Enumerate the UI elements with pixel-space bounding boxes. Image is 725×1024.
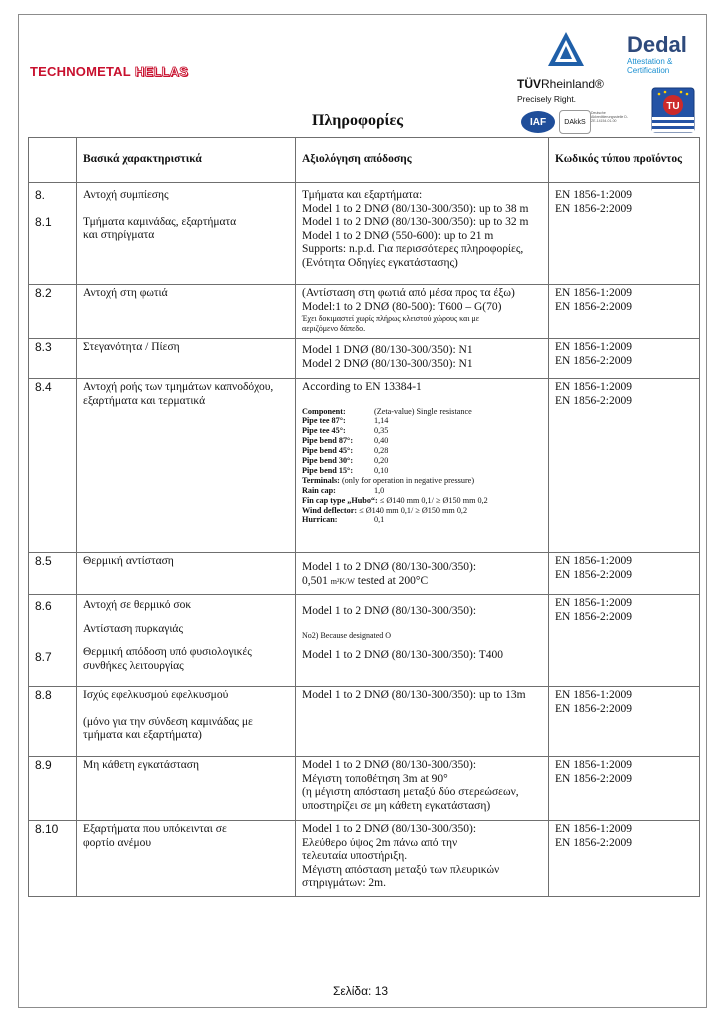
- characteristic-cell: Αντοχή στη φωτιά: [77, 285, 296, 339]
- table-row: [29, 285, 700, 339]
- table-row: [29, 553, 700, 595]
- characteristic-cell: Θερμική αντίσταση: [77, 553, 296, 595]
- dakks-logo: DAkkS: [559, 110, 591, 134]
- product-code-cell: EN 1856-1:2009 EN 1856-2:2009: [549, 595, 700, 687]
- tuv-triangle-logo: [546, 30, 586, 68]
- row-number: 8.5: [29, 553, 77, 595]
- page-title: Πληροφορίες: [312, 112, 404, 129]
- product-code-cell: EN 1856-1:2009 EN 1856-2:2009: [549, 553, 700, 595]
- performance-cell: (Αντίσταση στη φωτιά από μέσα προς τα έξω) Model:1 to 2 DNØ (80-500): T600 – G(70) Έχει δοκιμαστεί χωρίς πλήρως κλειστού χώρους και με αεριζόμενο δάπεδο.: [296, 285, 549, 339]
- table-header-row: [29, 138, 700, 183]
- table-row: [29, 183, 700, 285]
- table-row: [29, 379, 700, 553]
- tu-badge-logo: [651, 87, 695, 133]
- characteristic-cell: Αντοχή ροής των τμημάτων καπνοδόχου, εξαρτήματα και τερματικά: [77, 379, 296, 553]
- performance-cell: Model 1 to 2 DNØ (80/130-300/350): Μέγιστη τοποθέτηση 3m at 90° (η μέγιστη απόσταση μεταξύ δύο στερεώσεων, υποστηρίζει σε μη κάθετη εγκατάσταση): [296, 757, 549, 821]
- table-row: [29, 757, 700, 821]
- dakks-caption: Deutsche Akkreditierungsstelle D-ZE-14154-01-00: [591, 111, 628, 123]
- performance-table: [28, 137, 700, 897]
- header-product-code: Κωδικός τύπου προϊόντος: [549, 138, 700, 183]
- product-code-cell: EN 1856-1:2009 EN 1856-2:2009: [549, 821, 700, 897]
- header-characteristics: Βασικά χαρακτηριστικά: [77, 138, 296, 183]
- characteristic-cell: Ισχύς εφελκυσμού εφελκυσμού (μόνο για την σύνδεση καμινάδας με τμήματα και εξαρτήματα): [77, 687, 296, 757]
- performance-cell: According to EN 13384-1 Component: (Zeta-value) Single resistance Pipe tee 87°: 1,14 Pipe tee 45°: 0,35 Pipe bend 87°: 0,40 Pipe bend 45°: 0,28 Pipe bend 30°: 0,20 Pipe bend 15°: 0,10 Terminals: (only for operation in negative pressure) Rain cap: 1,0 Fin cap type „Hubo“: ≤ Ø140 mm 0,1/ ≥ Ø150 mm 0,2 Wind deflector: ≤ Ø140 mm 0,1/ ≥ Ø150 mm 0,2 Hurrican: 0,1: [296, 379, 549, 553]
- brand-technometal: TECHNOMETAL: [30, 64, 131, 79]
- table-row: [29, 687, 700, 757]
- characteristic-cell: Αντοχή συμπίεσης Τμήματα καμινάδας, εξαρτήματα και στηρίγματα: [77, 183, 296, 285]
- dedal-logo: Dedal: [627, 32, 687, 57]
- product-code-cell: EN 1856-1:2009 EN 1856-2:2009: [549, 687, 700, 757]
- characteristic-cell: Στεγανότητα / Πίεση: [77, 339, 296, 379]
- characteristic-cell: Μη κάθετη εγκατάσταση: [77, 757, 296, 821]
- characteristic-cell: Εξαρτήματα που υπόκεινται σε φορτίο ανέμου: [77, 821, 296, 897]
- iaf-logo: IAF: [521, 111, 555, 133]
- performance-cell: Model 1 DNØ (80/130-300/350): N1 Model 2 DNØ (80/130-300/350): N1: [296, 339, 549, 379]
- product-code-cell: EN 1856-1:2009 EN 1856-2:2009: [549, 339, 700, 379]
- row-number: 8.2: [29, 285, 77, 339]
- row-number: 8.3: [29, 339, 77, 379]
- product-code-cell: EN 1856-1:2009 EN 1856-2:2009: [549, 379, 700, 553]
- table-row: [29, 821, 700, 897]
- page-number: Σελίδα: 13: [333, 984, 389, 998]
- performance-cell: Model 1 to 2 DNØ (80/130-300/350): 0,501 m²K/W tested at 200°C: [296, 553, 549, 595]
- performance-cell: Model 1 to 2 DNØ (80/130-300/350): No2) Because designated O Model 1 to 2 DNØ (80/130-300/350): T400: [296, 595, 549, 687]
- technometal-logo: [30, 64, 188, 79]
- table-row: [29, 595, 700, 687]
- product-code-cell: EN 1856-1:2009 EN 1856-2:2009: [549, 285, 700, 339]
- tuv-tagline: Precisely Right.: [517, 94, 577, 104]
- row-number: 8.8: [29, 687, 77, 757]
- performance-cell: Model 1 to 2 DNØ (80/130-300/350): Ελεύθερο ύψος 2m πάνω από την τελευταία υποστήριξη. Μέγιστη απόσταση μεταξύ των πλευρικών στηριγμάτων: 2m.: [296, 821, 549, 897]
- performance-cell: Τμήματα και εξαρτήματα: Model 1 to 2 DNØ (80/130-300/350): up to 38 m Model 1 to 2 DNØ (80/130-300/350): up to 32 m Model 1 to 2 DNØ (550-600): up to 21 m Supports: n.p.d. Για περισσότερες πληροφορίες, (Ενότητα Οδηγίες εγκατάστασης): [296, 183, 549, 285]
- dedal-subtitle: Attestation & Certification: [627, 57, 673, 75]
- brand-hellas: HELLAS: [134, 64, 189, 79]
- header-performance: Αξιολόγηση απόδοσης: [296, 138, 549, 183]
- product-code-cell: EN 1856-1:2009 EN 1856-2:2009: [549, 757, 700, 821]
- row-number: 8.6 8.7: [29, 595, 77, 687]
- product-code-cell: EN 1856-1:2009 EN 1856-2:2009: [549, 183, 700, 285]
- header-empty: [29, 138, 77, 183]
- characteristic-cell: Αντοχή σε θερμικό σοκ Αντίσταση πυρκαγιάς Θερμική απόδοση υπό φυσιολογικές συνθήκες λειτουργίας: [77, 595, 296, 687]
- row-number: 8.9: [29, 757, 77, 821]
- row-number: 8. 8.1: [29, 183, 77, 285]
- performance-cell: Model 1 to 2 DNØ (80/130-300/350): up to 13m: [296, 687, 549, 757]
- row-number: 8.4: [29, 379, 77, 553]
- row-number: 8.10: [29, 821, 77, 897]
- tuv-name: TÜVRheinland®: [517, 77, 604, 91]
- tu-badge-text: TU: [666, 101, 680, 112]
- table-row: [29, 339, 700, 379]
